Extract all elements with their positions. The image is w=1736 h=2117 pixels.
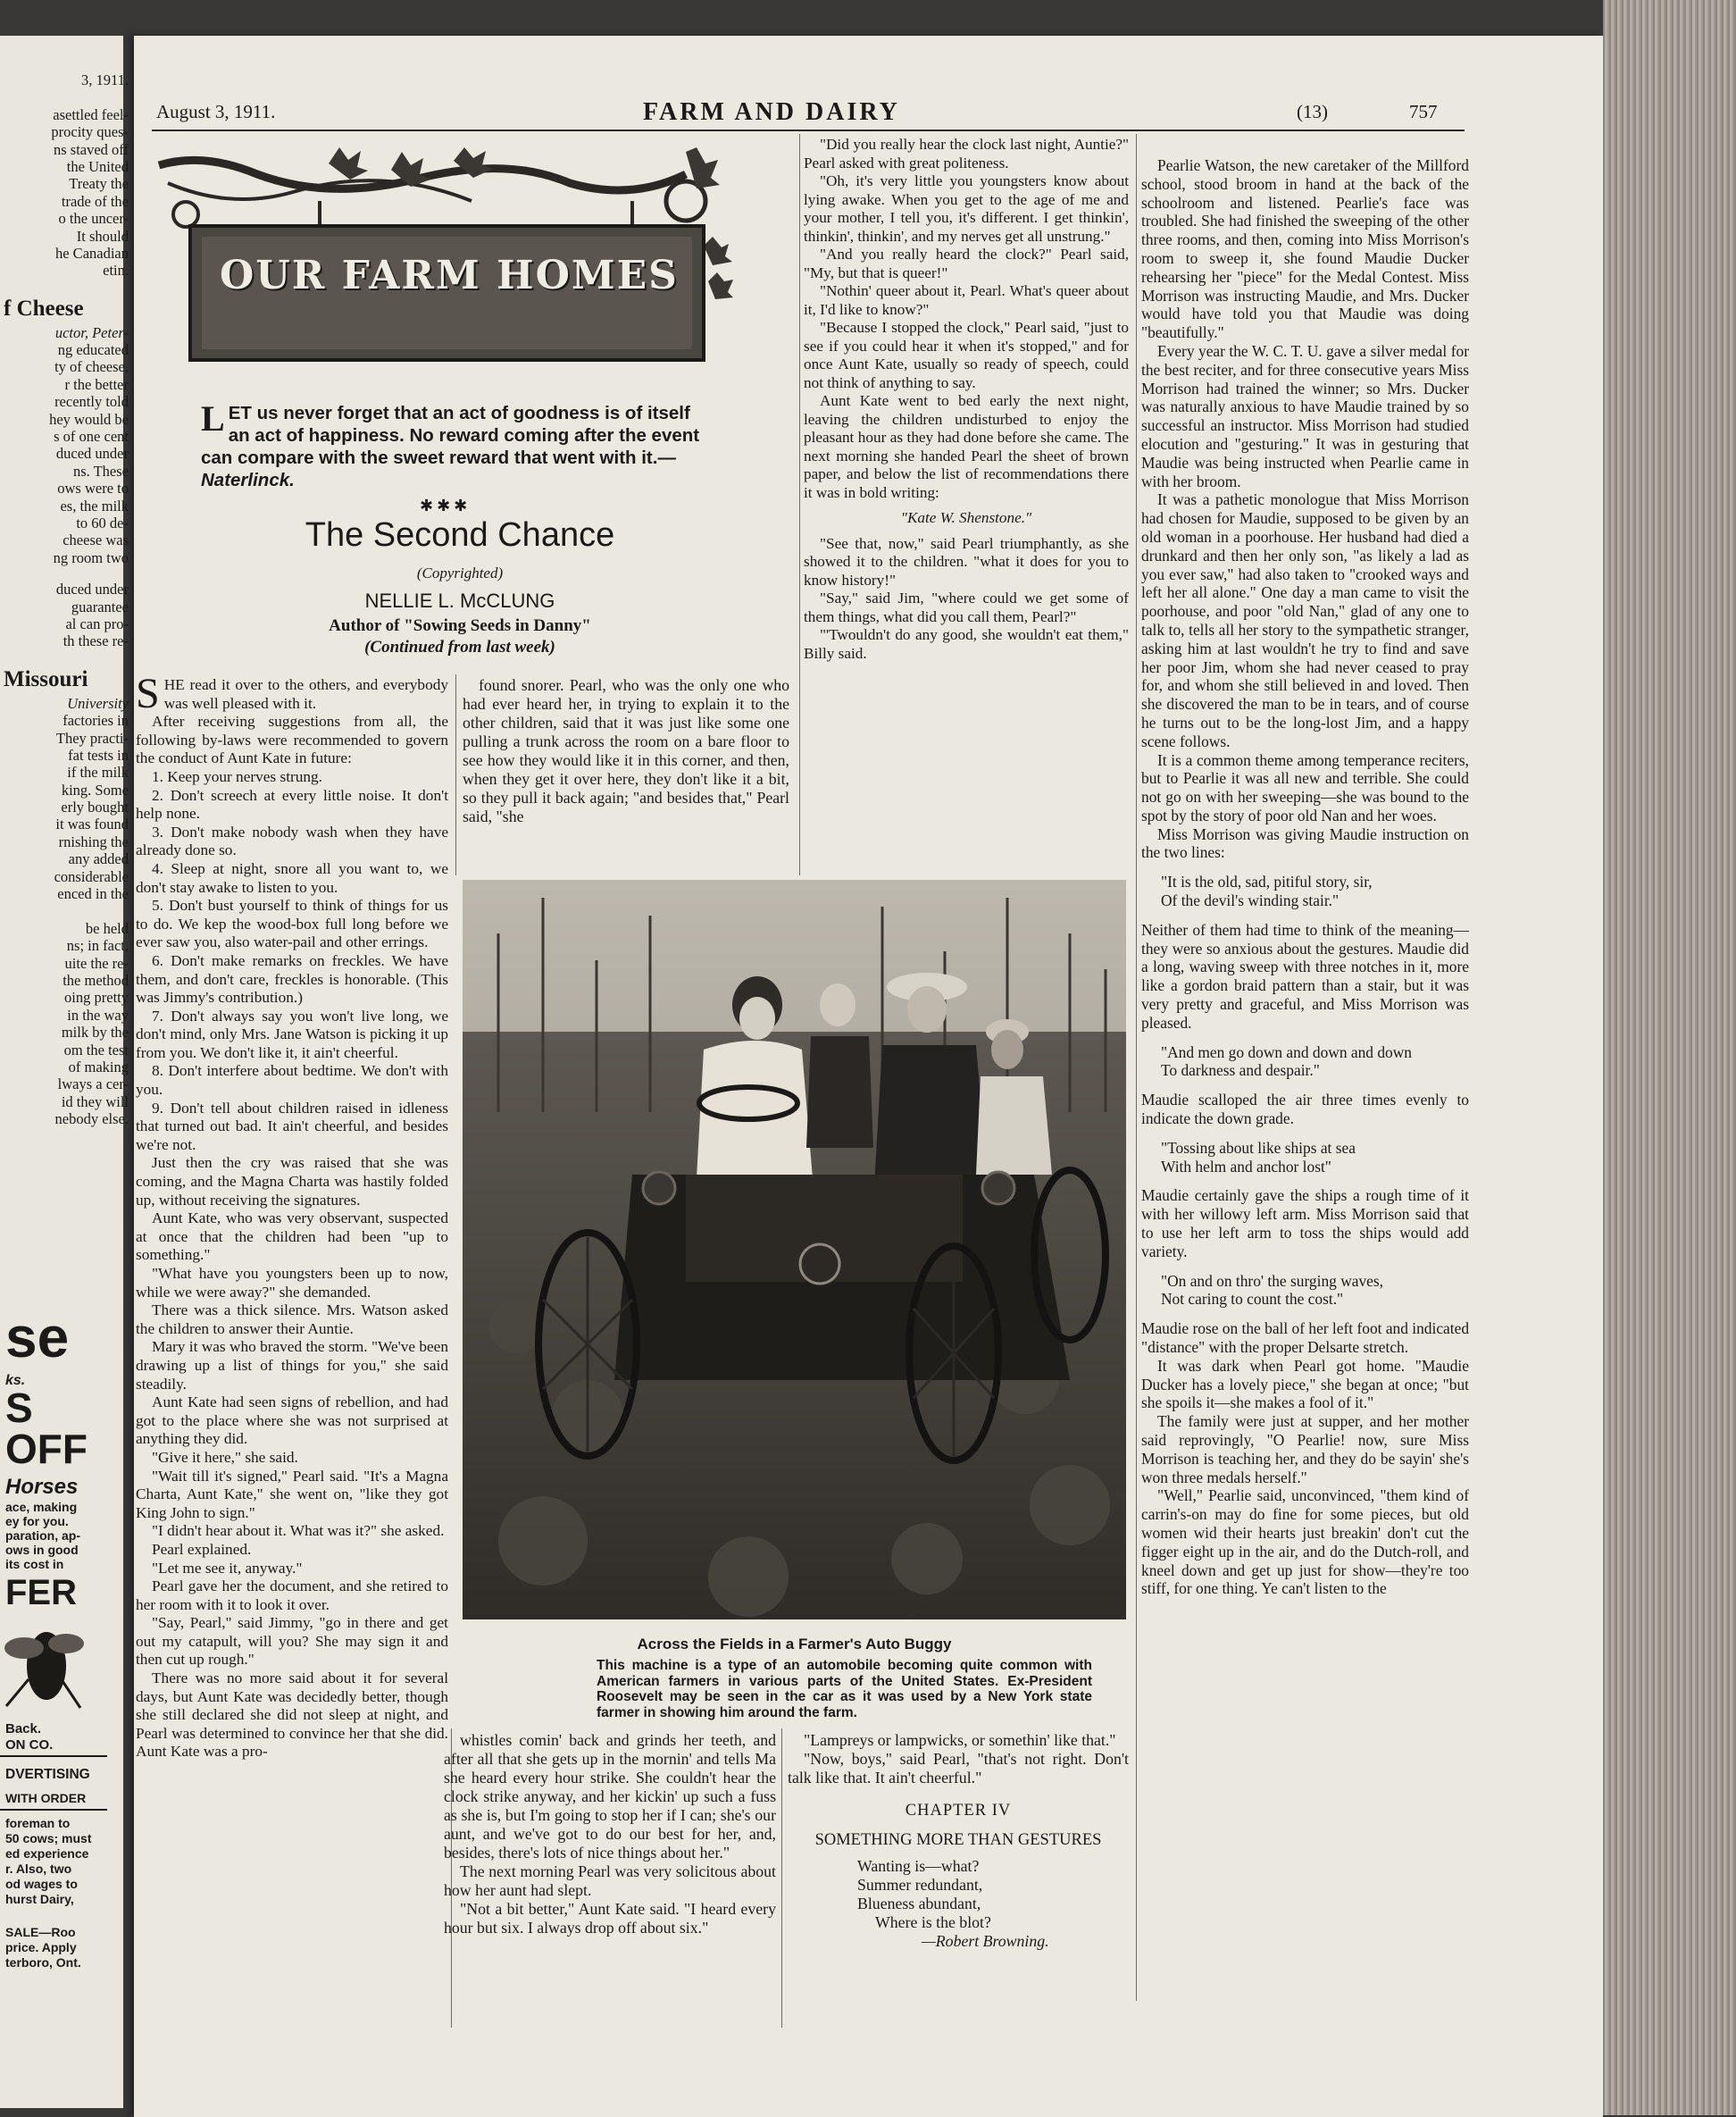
col1-paragraph: 4. Sleep at night, snore all you want to, we don't stay awake to listen to you. <box>136 859 448 896</box>
col3-paragraph: "Oh, it's very little you youngsters know about lying awake. When you get to the age of me and your mother, I tell you, it's different. I get thinkin', thinkin', thinkin', and my nerves get all unstrung." <box>804 172 1129 245</box>
column-rule <box>455 674 456 875</box>
prev-line: if the milk <box>67 764 129 782</box>
col4-paragraph: Maudie rose on the ball of her left foot and indicated "distance" with the proper Delsarte stretch. <box>1141 1319 1470 1357</box>
spacer <box>788 1850 1129 1857</box>
ad-line: SALE—Roo <box>5 1925 76 1939</box>
prev-line: om the test <box>63 1041 129 1058</box>
spacer <box>788 1820 1129 1831</box>
header-rule <box>152 130 1465 131</box>
ad-line: ed experience <box>5 1846 89 1861</box>
prev-line: the United <box>66 157 129 175</box>
prev-line: king. Some <box>61 781 129 799</box>
column-rule <box>799 134 800 875</box>
prev-line: University <box>67 694 129 712</box>
col2-paragraph: The next morning Pearl was very solicitous about how her aunt had slept. <box>444 1862 776 1899</box>
col4-paragraph: Maudie scalloped the air three times evenly to indicate the down grade. <box>1141 1091 1469 1128</box>
spacer <box>4 280 129 294</box>
ad-line: price. Apply <box>5 1940 77 1954</box>
fly-icon <box>2 1617 84 1720</box>
col1-paragraph: There was a thick silence. Mrs. Watson asked the children to answer their Auntie. <box>136 1301 448 1337</box>
spacer <box>4 566 129 581</box>
prev-line: any added <box>68 850 129 868</box>
motto-quote <box>201 398 708 491</box>
epigraph-line: Wanting is—what? <box>857 1857 980 1875</box>
col1-paragraph: "Let me see it, anyway." <box>152 1559 303 1577</box>
col4-paragraph: The family were just at supper, and her mother said reprovingly, "O Pearlie! now, sure Miss Morrison is teaching her, and they do be sayin' she's won three medals herself." <box>1141 1412 1469 1486</box>
ad-line: DVERTISING <box>5 1767 90 1782</box>
ad-big-text: se <box>5 1305 70 1369</box>
prev-line: ng educated <box>57 341 129 359</box>
col1-paragraph: Pearl explained. <box>152 1540 252 1558</box>
epigraph-line: Summer redundant, <box>857 1876 983 1894</box>
story-continued: (Continued from last week) <box>364 638 555 657</box>
verse-line: To darkness and despair." <box>1161 1061 1320 1080</box>
column-rule <box>781 1728 782 2028</box>
column-2-top <box>463 676 789 826</box>
header-inner-page: (13) <box>1297 101 1328 122</box>
prev-line: asettled feel- <box>53 105 129 123</box>
col4-paragraph: Every year the W. C. T. U. gave a silver medal for the best reciter, and for three consecutive years Miss Morrison had trained the winner; so Mrs. Ducker was naturally anxious to have Maudie trained by so successful an instructor. Miss Morrison had studied elocution and "gesturing." It was in gesturing that Maudie was being instructed when Pearlie came in with her broom. <box>1141 341 1469 490</box>
advertisement-fragment <box>0 1305 107 1970</box>
col3-paragraph: "Nothin' queer about it, Pearl. What's queer about it, I'd like to know?" <box>804 282 1129 318</box>
prev-line: procity ques- <box>51 123 129 141</box>
spacer <box>1141 1128 1469 1139</box>
prev-line: fat tests in <box>68 746 129 764</box>
col1-paragraph: "I didn't hear about it. What was it?" she asked. <box>152 1522 445 1540</box>
spacer <box>1141 1080 1469 1091</box>
prev-line: 3, 1911. <box>80 71 129 88</box>
ad-line: hurst Dairy, <box>5 1892 74 1906</box>
header-page-number: 757 <box>1409 101 1438 122</box>
col4-paragraph: It was dark when Pearl got home. "Maudie Ducker has a lovely piece," she began at once; "but she spoils it—she makes a fool of it." <box>1141 1356 1469 1412</box>
col1-first-paragraph <box>136 670 448 717</box>
col1-first-text: HE read it over to the others, and everybody was well pleased with it. <box>163 676 448 712</box>
ad-line: paration, ap- <box>5 1528 81 1543</box>
prev-line: ty of cheese, <box>54 358 129 376</box>
ad-line: ows in good <box>5 1543 79 1557</box>
col1-paragraph: After receiving suggestions from all, the following by-laws were recommended to govern the conduct of Aunt Kate in future: <box>136 713 448 767</box>
spacer <box>1141 1033 1469 1043</box>
col1-paragraph: 1. Keep your nerves strung. <box>152 767 323 785</box>
column-2-bottom <box>444 1731 776 1937</box>
prev-line: r the better <box>64 375 129 393</box>
prev-line: s of one cent <box>54 428 129 446</box>
verse-line: Of the devil's winding stair." <box>1161 891 1340 910</box>
col3-paragraph: "'Twouldn't do any good, she wouldn't eat them," Billy said. <box>804 626 1129 662</box>
prev-line: hey would be <box>49 410 129 428</box>
ad-line: 50 cows; must <box>5 1831 92 1845</box>
col1-paragraph: "Say, Pearl," said Jimmy, "go in there and get out my catapult, will you? She may sign it and then cut up rough." <box>136 1614 448 1669</box>
photo-caption: Across the Fields in a Farmer's Auto Buggy <box>637 1636 952 1653</box>
section-stars: ✱✱✱ <box>420 497 472 515</box>
prev-line: ows were to <box>57 480 129 498</box>
col1-paragraph: "What have you youngsters been up to now, while we were away?" she demanded. <box>136 1265 448 1301</box>
col1-paragraph: 3. Don't make nobody wash when they have already done so. <box>136 823 448 859</box>
ad-divider <box>0 1809 107 1811</box>
prev-line: id they will <box>61 1092 129 1110</box>
spacer <box>1141 910 1469 921</box>
ad-line: its cost in <box>5 1557 64 1571</box>
motto-dropcap: L <box>201 398 225 439</box>
prev-line: in the way <box>67 1006 129 1024</box>
header-title: FARM AND DAIRY <box>643 98 900 126</box>
ad-line: ks. <box>5 1373 26 1388</box>
chapter-title: SOMETHING MORE THAN GESTURES <box>814 1831 1102 1849</box>
prev-line: It should <box>76 227 129 245</box>
prev-line <box>4 902 129 919</box>
prev-line: ng room two <box>53 548 129 566</box>
spacer <box>1141 1309 1469 1319</box>
prev-line: the method <box>63 971 129 989</box>
book-binding-edge <box>1603 0 1736 2115</box>
col1-paragraph: 6. Don't make remarks on freckles. We have them, and don't care, freckles is honorable. (This was Jimmy's contribution.) <box>136 951 448 1007</box>
col1-paragraph: There was no more said about it for several days, but Aunt Kate was decidedly better, though she still declared she did not sleep at night, and Pearl was determined to convince her that she did. Aunt Kate was a pro- <box>136 1669 448 1761</box>
prev-line: f Cheese <box>4 296 84 321</box>
col1-paragraph: Mary it was who braved the storm. "We've been drawing up a list of things for you," she said steadily. <box>136 1338 448 1393</box>
col3-paragraph: "Now, boys," said Pearl, "that's not right. Don't talk like that. It ain't cheerful." <box>788 1750 1129 1786</box>
our-farm-homes-banner <box>150 147 730 390</box>
verse-line: "Tossing about like ships at sea <box>1161 1138 1356 1157</box>
prev-line: enced in the <box>57 885 129 903</box>
col3-paragraph: Aunt Kate went to bed early the next night, leaving the children undisturbed to enjoy the pleasant hour as they had done before she came. The next morning she handed Pearl the sheet of brown paper, and below the list of recommendations there it was in bold writing: <box>804 392 1129 501</box>
ad-divider <box>0 1755 107 1757</box>
prev-line: ns. These <box>72 462 129 480</box>
col1-paragraph: "Wait till it's signed," Pearl said. "It's a Magna Charta, Aunt Kate," she went on, "like they got King John to sign." <box>136 1467 448 1521</box>
ad-line: ON CO. <box>5 1737 54 1753</box>
spacer <box>1141 862 1469 873</box>
prev-line: oing pretty <box>64 989 129 1007</box>
prev-line: considerable <box>54 867 129 885</box>
spacer <box>4 650 129 665</box>
spacer <box>1141 1176 1469 1186</box>
spacer <box>788 1787 1129 1802</box>
ad-line: Horses <box>5 1475 79 1499</box>
column-4 <box>1141 156 1469 1598</box>
prev-line: it was found <box>55 816 129 833</box>
col1-paragraph: "Give it here," she said. <box>152 1448 298 1466</box>
prev-line: o the uncer- <box>58 210 129 228</box>
col4-paragraph: It was a pathetic monologue that Miss Morrison had chosen for Maudie, supposed to be given by an old woman in a poorhouse. Her husband had died a drunkard and then her only son, "as likely a lad as you ever saw," had also taken to "crooked ways and left her all alone." One day a man came to visit the poorhouse, and poor "old Nan," glad of any one to talk to, tells all her story to the sympathetic stranger, asking him at last wouldn't he try to find and save her poor Jim, whom she had never ceased to pray for, and whom she still believed in and loved. Then she discovered the man to be in tears, and of course he turns out to be the long-lost Jim, and a happy scene follows. <box>1141 490 1469 750</box>
verse-line: Not caring to count the cost." <box>1161 1290 1344 1309</box>
col3-paragraph: "Kate W. Shenstone." <box>900 509 1032 526</box>
col1-paragraph: Pearl gave her the document, and she retired to her room with it to look it over. <box>136 1577 448 1613</box>
epigraph-attribution: —Robert Browning. <box>922 1932 1049 1950</box>
col1-paragraph: Aunt Kate had seen signs of rebellion, and had got to the place where she was not surprised at anything they did. <box>136 1393 448 1448</box>
header-date: August 3, 1911. <box>156 101 276 122</box>
verse-line: "And men go down and down and down <box>1161 1042 1412 1061</box>
col3-paragraph: "Say," said Jim, "where could we get some of them things, what did you call them, Pearl?" <box>804 590 1129 625</box>
col1-paragraph: 9. Don't tell about children raised in idleness that turned out bad. It ain't cheerful, and besides we're not. <box>136 1099 448 1153</box>
ad-line: Back. <box>5 1721 42 1736</box>
prev-line: milk by the <box>61 1024 129 1042</box>
col1-paragraph: 5. Don't bust yourself to think of things for us to do. We kep the wood-box full long before we ever saw you, also water-pail and other errings. <box>136 897 448 951</box>
verse-line: With helm and anchor lost" <box>1161 1157 1331 1176</box>
prev-line: Missouri <box>4 666 88 691</box>
col4-paragraph: Maudie certainly gave the ships a rough time of it with her willowy left arm. Miss Morrison said that to use her left arm to toss the ships would add variety. <box>1141 1186 1469 1260</box>
epigraph-line: Where is the blot? <box>875 1913 991 1931</box>
auto-buggy-photo <box>463 880 1126 1619</box>
col3-paragraph: "Lampreys or lampwicks, or somethin' like that." <box>804 1731 1116 1749</box>
ad-line: foreman to <box>5 1816 71 1830</box>
prev-line: al can pro- <box>65 615 129 632</box>
col4-paragraph: Pearlie Watson, the new caretaker of the Millford school, stood broom in hand at the back of the schoolroom and listened. Pearlie's face was troubled. She had finished the sweeping of the other three rooms, and then, coming into Miss Morrison's room to sweep it, she found Maudie Ducker rehearsing her "piece" for the Medal Contest. Miss Morrison was instructing Maudie, and Mrs. Ducker would have told you that Maudie was doing "beautifully." <box>1141 156 1469 342</box>
column-rule <box>1136 134 1137 2001</box>
photo-caption-text: This machine is a type of an automobile becoming quite common with American farmers in various parts of the United States. Ex-President Roosevelt may be seen in the car as it was used by a New York state farmer in showing him around the farm. <box>597 1658 1092 1720</box>
story-author: NELLIE L. McCLUNG <box>364 590 555 612</box>
prev-line: duced under <box>55 445 129 463</box>
prev-line: etin. <box>103 262 129 280</box>
motto-attribution: —Naterlinck. <box>201 448 676 490</box>
prev-line: be held <box>85 919 129 937</box>
col4-paragraph: Miss Morrison was giving Maudie instruction on the two lines: <box>1141 824 1469 862</box>
prev-line: recently told <box>54 393 129 411</box>
chapter-epigraph <box>788 1857 1129 1932</box>
prev-line: erly bought <box>61 799 129 816</box>
col3-bottom-paragraphs <box>788 1731 1129 1787</box>
ad-line: ace, making <box>5 1500 78 1514</box>
motto-text: ET us never forget that an act of goodness is of itself an act of happiness. No reward coming after the event can compare with the sweet reward that went with it. <box>201 403 700 468</box>
ad-line: WITH ORDER <box>5 1791 87 1805</box>
col3-paragraph: "Did you really hear the clock last night, Auntie?" Pearl asked with great politeness. <box>804 136 1129 172</box>
column-3-bottom <box>788 1731 1129 1951</box>
ad-line: terboro, Ont. <box>5 1955 81 1970</box>
previous-page-text <box>4 71 129 1127</box>
prev-line: th these re- <box>63 632 129 650</box>
column-3-top <box>804 136 1129 663</box>
col2-paragraph: whistles comin' back and grinds her teeth, and after all that she gets up in the mornin' and tells Ma she heard every hour strike. She couldn't hear the clock strike anyway, and her kickin' up such a fuss as she is, but I'm going to stop her if I can; she's our aunt, and we've got to do our best for her, and, besides, there's lots of nice things about her." <box>444 1731 776 1862</box>
verse-line: "On and on thro' the surging waves, <box>1161 1271 1383 1290</box>
prev-line: trade of the <box>61 192 129 210</box>
prev-line: uite the re- <box>64 954 129 972</box>
col1-paragraph: 2. Don't screech at every little noise. It don't help none. <box>136 786 448 823</box>
ad-line: OFF <box>5 1426 88 1472</box>
prev-line: he Canadian <box>54 244 129 262</box>
prev-line: cheese was <box>63 531 129 549</box>
ad-line: r. Also, two <box>5 1862 72 1876</box>
prev-line: ns; in fact, <box>66 937 129 955</box>
col3-paragraph: "Because I stopped the clock," Pearl said, "just to see if you could hear it when it's stopped," and for once Aunt Kate, usually so ready of speech, could not think of anything to say. <box>804 319 1129 391</box>
prev-line: lways a cer- <box>57 1075 129 1093</box>
story-title: The Second Chance <box>305 516 615 554</box>
prev-line: nebody else. <box>54 1110 129 1128</box>
prev-line: They practi- <box>55 729 129 747</box>
prev-line <box>4 88 129 105</box>
col2-paragraph: "Not a bit better," Aunt Kate said. "I heard every hour but six. I always drop off about six." <box>444 1900 776 1937</box>
verse-line: "It is the old, sad, pitiful story, sir, <box>1161 873 1373 891</box>
ad-line: od wages to <box>5 1877 78 1891</box>
story-author-of: Author of "Sowing Seeds in Danny" <box>329 616 591 635</box>
spacer <box>1141 1261 1469 1272</box>
epigraph-line: Blueness abundant, <box>857 1895 981 1912</box>
prev-line: to 60 de- <box>76 514 129 531</box>
col4-paragraph: "Well," Pearlie said, unconvinced, "them kind of carrin's-on may do fine for some pieces, but old women wid their hearts just breakin' don't cut the figger eight up in the air, and do the Dutch-roll, and kneel down and get up just for show—they're too stiff, for one thing. Ye can't listen to the <box>1141 1486 1469 1598</box>
column-1 <box>136 670 448 1761</box>
col3-paragraph: "See that, now," said Pearl triumphantly, as she showed it to the children. "what it does for you to know history!" <box>804 534 1129 589</box>
prev-line: es, the milk <box>60 497 129 515</box>
prev-line: duced under <box>55 581 129 598</box>
prev-line: ns staved off <box>53 140 129 158</box>
ad-line: S <box>5 1385 33 1431</box>
prev-line: rnishing the <box>58 833 129 850</box>
banner-text: OUR FARM HOMES <box>220 253 679 298</box>
col4-paragraph: Neither of them had time to think of the meaning—they were so anxious about the gestures. Maudie did a long, waving sweep with three notches in it, more like a gordon braid pattern than a stair, but it was very pretty and graceful, and Miss Morrison was pleased. <box>1141 920 1469 1032</box>
chapter-number: CHAPTER IV <box>905 1802 1012 1820</box>
col1-paragraph: Aunt Kate, who was very observant, suspected at once that the children had been "up to something." <box>136 1209 448 1264</box>
previous-page-fragment <box>0 36 129 2108</box>
prev-line: guarantee <box>71 598 129 615</box>
col1-paragraph: 8. Don't interfere about bedtime. We don't with you. <box>136 1062 448 1099</box>
col2-paragraph: found snorer. Pearl, who was the only one who had ever heard her, in trying to explain it to the other children, said that it was just like some one pulling a trunk across the room on a bare floor to see how they would like it in this corner, and then, when they get it over here, they don't like it a bit, so they pull it back again; "and besides that," Pearl said, "she <box>463 676 789 825</box>
prev-line: Treaty the <box>69 175 129 193</box>
prev-line: uctor, Peter- <box>54 323 129 341</box>
ad-line: ey for you. <box>5 1514 69 1528</box>
col1-paragraph: Just then the cry was raised that she was coming, and the Magna Charta was hastily folded up, without receiving the signatures. <box>136 1154 448 1209</box>
story-copyright: (Copyrighted) <box>416 565 504 582</box>
prev-line: factories in <box>63 712 129 730</box>
col1-paragraph: 7. Don't always say you won't live long, we don't mind, only Mrs. Jane Watson is picking it up from you. We don't like it, it ain't cheerful. <box>136 1007 448 1061</box>
col4-paragraph: It is a common theme among temperance reciters, but to Pearlie it was all new and terrible. She could not go on with her sweeping—she was bound to the spot by the story of poor old Nan and her woes. <box>1141 750 1469 824</box>
col1-dropcap: S <box>136 670 160 717</box>
col3-paragraph: "And you really heard the clock?" Pearl said, "My, but that is queer!" <box>804 246 1129 281</box>
prev-line: of making <box>68 1058 129 1075</box>
ad-line: FER <box>5 1573 77 1612</box>
